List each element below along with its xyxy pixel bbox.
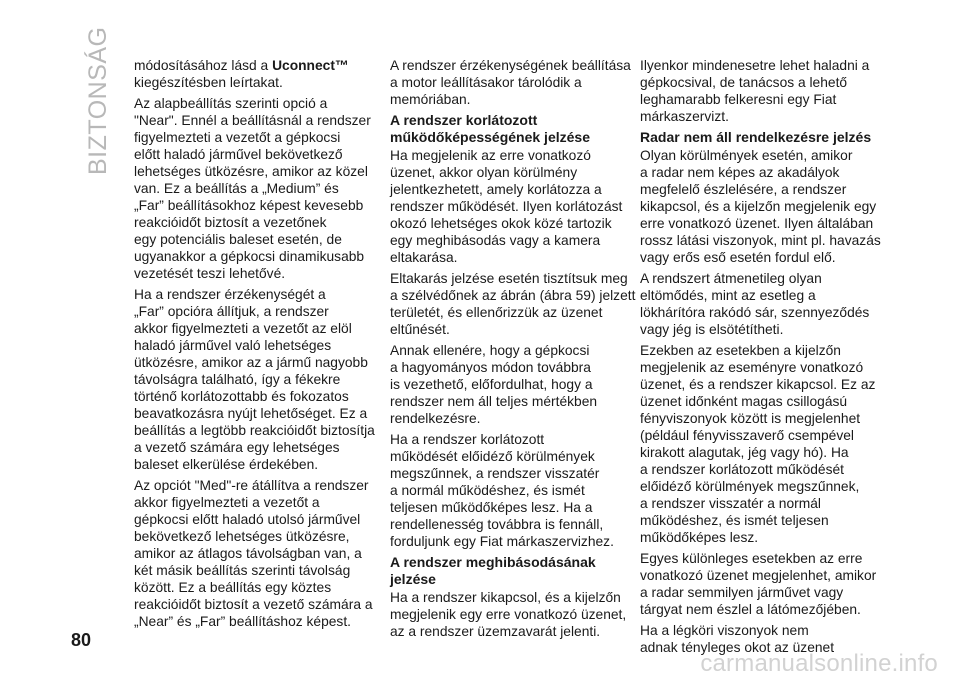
text-line: működését előidéző körülmények xyxy=(390,449,595,464)
text-line: a rendszer visszatér a normál xyxy=(640,496,821,511)
text-line: akkor figyelmezteti a vezetőt a xyxy=(134,495,320,510)
text-line: eltűnését. xyxy=(390,322,450,337)
text-line: működőképességének jelzése xyxy=(390,129,590,145)
text-line: a normál működéshez, és ismét xyxy=(390,483,585,498)
text-line: két másik beállítás szerinti távolság xyxy=(134,563,351,578)
text-line: Egyes különleges esetekben az erre xyxy=(640,551,863,566)
text-line: reakcióidőt biztosít a vezető számára a xyxy=(134,597,373,612)
text-line: leghamarabb felkeresni egy Fiat xyxy=(640,92,837,107)
text-line: a motor leállításakor tárolódik a xyxy=(390,75,582,90)
text-line: figyelmezteti a vezetőt a gépkocsi xyxy=(134,130,341,145)
text-line: beavatkozásra nyújt lehetőséget. Ez a xyxy=(134,406,368,421)
text-line: akkor figyelmezteti a vezetőt az elöl xyxy=(134,321,352,336)
text-line: Ha a rendszer érzékenységét a xyxy=(134,287,326,302)
text-line: lökhárítóra rakódó sár, szennyeződés xyxy=(640,305,870,320)
text-line: rendellenesség továbbra is fennáll, xyxy=(390,517,604,532)
page-number: 80 xyxy=(71,630,92,650)
text-line: haladó járművel való lehetséges xyxy=(134,338,332,353)
text-line: Ha a rendszer korlátozott xyxy=(390,432,545,447)
text-line: „Near” és „Far” beállításhoz képest. xyxy=(134,614,351,629)
text-line: megjelenik egy erre vonatkozó üzenet, xyxy=(390,607,627,622)
text-line: adnak tényleges okot az üzenet xyxy=(640,640,835,655)
text-line: memóriában. xyxy=(390,92,471,107)
paragraph xyxy=(640,57,870,125)
text-line: rendszer nem áll teljes mértékben xyxy=(390,394,598,409)
paragraph xyxy=(390,589,627,640)
paragraph xyxy=(640,550,877,618)
text-line: rendelkezésre. xyxy=(390,411,481,426)
text-line: üzenet, akkor olyan körülmény xyxy=(390,165,578,180)
paragraph xyxy=(390,431,620,550)
uconnect-reference: Uconnect™ xyxy=(272,58,349,73)
text-line: működéshez, és ismét teljesen xyxy=(640,513,829,528)
text-line: Ha a légköri viszonyok nem xyxy=(640,623,809,638)
text-line: (például fényvisszaverő csempével xyxy=(640,428,854,443)
text-line: ütközésre, amikor az a jármű nagyobb xyxy=(134,355,368,370)
text-line: van. Ez a beállítás a „Medium” és xyxy=(134,181,339,196)
text-line: gépkocsival, de tanácsos a lehető xyxy=(640,75,848,90)
text-line: kiegészítésben leírtakat. xyxy=(134,75,283,90)
watermark: carmanualsonline.info xyxy=(700,650,938,677)
text-line: üzenet, és a rendszer kikapcsol. Ez az xyxy=(640,377,876,392)
text-line: A rendszer korlátozott xyxy=(390,112,538,128)
text-line: A rendszer meghibásodásának xyxy=(390,554,596,570)
text-line xyxy=(134,57,364,74)
text-line: beállítás a legtöbb reakcióidőt biztosítja xyxy=(134,423,375,438)
section-heading xyxy=(390,112,620,146)
text-line: márkaszervizt. xyxy=(640,109,729,124)
paragraph xyxy=(390,57,631,108)
text-line: a hagyományos módon továbbra xyxy=(390,360,591,375)
text-line: Ezekben az esetekben a kijelzőn xyxy=(640,343,841,358)
text-line: erre vonatkozó üzenet. Ilyen általában xyxy=(640,216,874,231)
text-line: A rendszer érzékenységének beállítása xyxy=(390,58,631,73)
text-line: Eltakarás jelzése esetén tisztítsuk meg xyxy=(390,271,628,286)
text-line: a radar semmilyen járművet vagy xyxy=(640,585,844,600)
text-line: gépkocsi előtt haladó utolsó járművel xyxy=(134,512,361,527)
text-line: Ha a rendszer kikapcsol, és a kijelzőn xyxy=(390,590,621,605)
paragraph xyxy=(390,147,623,266)
text-line: megfelelő észlelésére, a rendszer xyxy=(640,182,847,197)
text-line: a szélvédőnek az ábrán (ábra 59) jelzett xyxy=(390,288,636,303)
text-line: között. Ez a beállítás egy köztes xyxy=(134,580,332,595)
paragraph xyxy=(134,57,364,91)
text-line: reakcióidőt biztosít a vezetőnek xyxy=(134,215,327,230)
text-line: "Near". Ennél a beállításnál a rendszer xyxy=(134,113,371,128)
text-line: egy meghibásodás vagy a kamera xyxy=(390,233,601,248)
text-line: jelentkezhetett, amely korlátozza a xyxy=(390,182,602,197)
text-span: módosításához lásd a xyxy=(134,58,273,73)
text-line: kikapcsol, és a kijelzőn megjelenik egy xyxy=(640,199,877,214)
text-line: távolságra található, így a fékekre xyxy=(134,372,341,387)
text-column-3 xyxy=(640,57,881,660)
text-column-1 xyxy=(134,57,375,634)
text-line: Radar nem áll rendelkezésre jelzés xyxy=(640,129,872,145)
section-heading xyxy=(640,129,870,146)
text-line: területét, és ellenőrizzük az üzenet xyxy=(390,305,603,320)
text-line: okozó lehetséges okok közé tartozik xyxy=(390,216,612,231)
paragraph xyxy=(134,477,373,630)
text-line: A rendszert átmenetileg olyan xyxy=(640,271,822,286)
text-line: eltakarása. xyxy=(390,250,458,265)
text-line: vonatkozó üzenet megjelenhet, amikor xyxy=(640,568,877,583)
text-line: teljesen működőképes lesz. Ha a xyxy=(390,500,593,515)
text-line: baleset elkerülése érdekében. xyxy=(134,457,319,472)
text-line: kirakott alagutak, jég vagy hó). Ha xyxy=(640,445,849,460)
text-line: lehetséges ütközésre, amikor az közel xyxy=(134,164,368,179)
text-line: „Far” opcióra állítjuk, a rendszer xyxy=(134,304,329,319)
paragraph xyxy=(640,147,881,266)
text-line: forduljunk egy Fiat márkaszervizhez. xyxy=(390,534,614,549)
text-line: Az opciót "Med"-re átállítva a rendszer xyxy=(134,478,369,493)
text-line: rossz látási viszonyok, mint pl. havazás xyxy=(640,233,881,248)
text-line: bekövetkező lehetséges ütközésre, xyxy=(134,529,350,544)
paragraph xyxy=(390,270,636,338)
text-line: vagy erős eső esetén fordul elő. xyxy=(640,250,836,265)
text-line: egy potenciális baleset esetén, de xyxy=(134,232,342,247)
text-line: előidéző körülmények megszűnnek, xyxy=(640,479,860,494)
text-line: Olyan körülmények esetén, amikor xyxy=(640,148,853,163)
text-line: előtt haladó járművel bekövetkező xyxy=(134,147,343,162)
text-line: rendszer működését. Ilyen korlátozást xyxy=(390,199,623,214)
text-line: eltömődés, mint az esetleg a xyxy=(640,288,816,303)
text-line: fényviszonyok között is megjelenhet xyxy=(640,411,861,426)
text-line: tárgyat nem észlel a látómezőjében. xyxy=(640,602,861,617)
paragraph xyxy=(640,342,876,546)
paragraph xyxy=(134,286,375,473)
paragraph xyxy=(640,270,870,338)
text-line: Az alapbeállítás szerinti opció a xyxy=(134,96,328,111)
text-line: a rendszer korlátozott működését xyxy=(640,462,844,477)
text-line: megszűnnek, a rendszer visszatér xyxy=(390,466,600,481)
paragraph xyxy=(390,342,620,427)
text-column-2 xyxy=(390,57,636,644)
section-tab: BIZTONSÁG xyxy=(84,26,112,175)
text-line: Ilyenkor mindenesetre lehet haladni a xyxy=(640,58,870,73)
text-line: „Far” beállításokhoz képest kevesebb xyxy=(134,198,364,213)
text-line: vagy jég is elsötétítheti. xyxy=(640,322,784,337)
text-line: az a rendszer üzemzavarát jelenti. xyxy=(390,624,601,639)
text-line: ugyanakkor a gépkocsi dinamikusabb xyxy=(134,249,365,264)
text-line: is vezethető, előfordulhat, hogy a xyxy=(390,377,593,392)
text-line: vezetését teszi lehetővé. xyxy=(134,266,286,281)
text-line: Ha megjelenik az erre vonatkozó xyxy=(390,148,591,163)
text-line: amikor az átlagos távolságban van, a xyxy=(134,546,362,561)
text-line: a radar nem képes az akadályok xyxy=(640,165,840,180)
text-line: jelzése xyxy=(390,571,436,587)
text-line: történő korlátozottabb és fokozatos xyxy=(134,389,349,404)
text-line: Annak ellenére, hogy a gépkocsi xyxy=(390,343,590,358)
section-heading xyxy=(390,554,620,588)
paragraph xyxy=(134,95,371,282)
text-line: a vezető számára egy lehetséges xyxy=(134,440,340,455)
text-line: működőképes lesz. xyxy=(640,530,759,545)
text-line: megjelenik az eseményre vonatkozó xyxy=(640,360,864,375)
text-line: üzenet időnként magas csillogású xyxy=(640,394,848,409)
